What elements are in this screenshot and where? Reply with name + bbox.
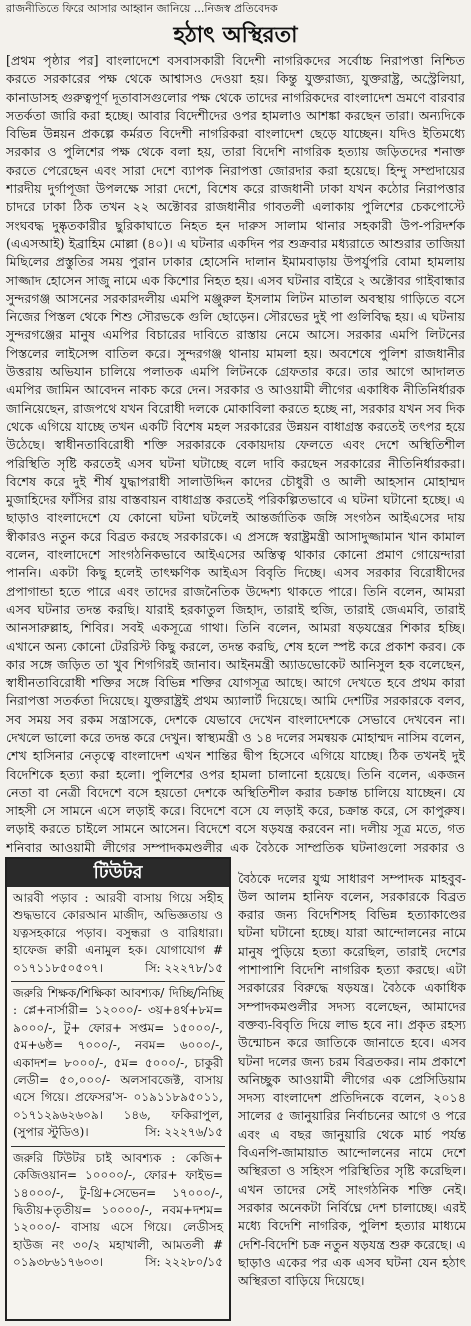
tutor-classifieds [5,857,231,1321]
article-continuation-text: বৈঠকে দলের যুগ্ম সাধারণ সম্পাদক মাহবুব-উল আলম হানিফ বলেন, সরকারকে বিব্রত করার জন্য বিদেশিসহ বিভিন্ন হত্যাকাণ্ডের ঘটনা ঘটানো হচ্ছে। যারা আন্দোলনের নামে মানুষ পুড়িয়ে হত্যা করেছিল, তারাই দেশের পাশাপাশি বিদেশি নাগরিক হত্যা করছে। এটা সরকারের বিরুদ্ধে ষড়যন্ত্র। বৈঠকে একাধিক সম্পাদকমণ্ডলীর সদস্য বলেছেন, আমাদের বক্তব্য-বিবৃতি দিয়ে লাভ হবে না। প্রকৃত রহস্য উন্মোচন করে জাতিকে জানাতে হবে। এসব ঘটনা দলের জন্য চরম বিব্রতকর। নাম প্রকাশে অনিচ্ছুক আওয়ামী লীগের এক প্রেসিডিয়াম সদস্য বাংলাদেশ প্রতিদিনকে বলেন, ২০১৪ সালের ৫ জানুয়ারির নির্বাচনের আগে ও পরে এবং এ বছর জানুয়ারি থেকে মার্চ পর্যন্ত বিএনপি-জামায়াত আন্দোলনের নামে দেশে অস্থিরতা ও সহিংস পরিস্থিতির সৃষ্টি করেছিল। এখন তাদের সেই সাংগঠনিক শক্তি নেই। সরকার অনেকটা নির্বিঘ্নে দেশ চালাচ্ছে। এরই মধ্যে বিদেশি নাগরিক, পুলিশ হত্যার মাধ্যমে দেশি-বিদেশি চক্র নতুন ষড়যন্ত্র শুরু করেছে। এ ছাড়াও একের পর এক এসব ঘটনা যেন হঠাৎ অস্থিরতা বাড়িয়ে দিয়েছে। [238,870,466,1289]
ad-code: সি: ২২২৭৬/১৫ [145,1125,223,1140]
ad-code: সি: ২২২৭৮/১৫ [145,960,223,975]
ad-text: আরবী পড়াব : আরবী বাসায় গিয়ে সহীহ শুদ্ধভাবে কোরআন মাজীদ, অভিজ্ঞতায় ও যত্নসহকারে পড়াব। বসুন্ধরা ও বারিধারা। হাফেজ ক্বারী এনামুল হক। যোগাযোগ # ০১৭১১৮৫০৫০৭। [13,891,223,975]
top-header-strip: রাজনীতিতে ফিরে আসার আহ্বান জানিয়ে ...নিজস্ব প্রতিবেদক [6,2,278,15]
tutor-section-title: টিউটর [7,859,229,887]
article-headline: হঠাৎ অস্থিরতা [173,22,298,48]
classified-ad [7,887,229,981]
ad-code: সি: ২২২৮০/১৫ [145,1255,223,1270]
continuation-marker: [প্রথম পৃষ্ঠার পর] [6,53,99,68]
ad-text: জরুরি টিউটর চাই আবশ্যক : কেজি+ কেজিওয়ান= ১০০০০/-, ফোর+ ফাইভ= ১৪০০০/-, টু-থ্রি+সেভেন= ১৭০০০/-, দ্বিতীয়+তৃতীয়= ১০০০০/-, নবম+দশম= ১২০০০/- বাসায় এসে গিয়ে। লেডীসহ হাউজ নং ৩০/২ মহাখালী, আমতলী # ০১৯৩৮৬১৭৬০৩। [13,1150,223,1270]
ad-text: জরুরি শিক্ষক/শিক্ষিকা আবশ্যক/ দিচ্ছি/নিচ্ছি : প্লে+নার্সারী= ১২০০০/- ৩য়+৪র্থ+৮ম= ৯০০০/-, টু+ ফোর+ সপ্তম= ১৫০০০/-, ৫ম+৬ষ্ঠ= ৭০০০/-, নবম= ৬০০০/-, একাদশ= ৮০০০/-, ৫ম= ৫০০০/-, চাকুরী লেডী= ৫০,০০০/- অলসাবজেক্ট, বাসায় এসে গিয়ে। প্রফেসর'স- ০১৯১১৮৯৫০১১, ০১৭১২৯৬২৬০৯। ১৪৬, ফকিরাপুল, (সুপার স্টুডিও)। [13,986,223,1140]
article-text: বাংলাদেশে বসবাসকারী বিদেশী নাগরিকদের সর্বোচ্চ নিরাপত্তা নিশ্চিত করতে সরকারের পক্ষ থেকে আশ্বাসও দেওয়া হয়। কিন্তু যুক্তরাজ্য, যুক্তরাষ্ট্র, অস্ট্রেলিয়া, কানাডাসহ গুরুত্বপূর্ণ দূতাবাসগুলোর পক্ষ থেকে তাদের নাগরিকদের বাংলাদেশ ভ্রমণে বারবার সতর্কতা জারি করা হচ্ছে। আবার বিদেশীদের ওপর হামলাও আশঙ্কা করছেন তারা। অন্যদিকে বিভিন্ন উন্নয়ন প্রকল্পে কর্মরত বিদেশী নাগরিকরা বাংলাদেশ ছেড়ে যাচ্ছেন। যদিও ইতিমধ্যে সরকার ও পুলিশের পক্ষ থেকে বলা হয়, তারা বিদেশি নাগরিক হত্যায় জড়িতদের শনাক্ত করতে পেরেছেন এবং সারা দেশে ব্যাপক নিরাপত্তা জোরদার করা হয়েছে। হিন্দু সম্প্রদায়ের শারদীয় দুর্গাপূজা উপলক্ষে সারা দেশে, বিশেষ করে রাজধানী ঢাকা যখন কঠোর নিরাপত্তার চাদরে ঢাকা ঠিক তখন ২২ অক্টোবর রাজধানীর গাবতলী এলাকায় পুলিশের চেকপোস্টে সংঘবদ্ধ দুষ্কৃতকারীর ছুরিকাঘাতে নিহত হন দারুস সালাম থানার সহকারী উপ-পরিদর্শক (এএসআই) ইব্রাহিম মোল্লা (৪০)। এ ঘটনার একদিন পর শুক্রবার মধ্যরাতে আশুরার তাজিয়া মিছিলের প্রস্তুতির সময় পুরান ঢাকার হোসেনি দালান ইমামবাড়ায় উপর্যুপরি বোমা হামলায় সাজ্জাদ হোসেন সাজু নামে এক কিশোর নিহত হয়। এসব ঘটনার বাইরে ২ অক্টোবর গাইবান্ধার সুন্দরগঞ্জ আসনের সরকারদলীয় এমপি মঞ্জুরুল ইসলাম লিটন মাতাল অবস্থায় গাড়িতে বসে নিজের পিস্তল থেকে শিশু সৌরভকে গুলি ছোড়েন। সৌরভের দুই পা গুলিবিদ্ধ হয়। এ ঘটনায় সুন্দরগঞ্জের মানুষ এমপির বিচারের দাবিতে রাস্তায় নেমে আসে। সরকার এমপি লিটনের পিস্তলের লাইসেন্স বাতিল করে। সুন্দরগঞ্জ থানায় মামলা হয়। অবশেষে পুলিশ রাজধানীর উত্তরায় অভিযান চালিয়ে পলাতক এমপি লিটনকে গ্রেফতার করে। তার আগে আদালত এমপির জামিন আবেদন নাকচ করে দেন। সরকার ও আওয়ামী লীগের একাধিক নীতিনির্ধারক জানিয়েছেন, রাজপথে যখন বিরোধী দলকে মোকাবিলা করতে হচ্ছে না, সরকার যখন সব দিক থেকে এগিয়ে যাচ্ছে তখন একটি বিশেষ মহল সরকারের উন্নয়ন বাধাগ্রস্ত করতেই তৎপর হয়ে উঠেছে। স্বাধীনতাবিরোধী শক্তি সরকারকে বেকায়দায় ফেলতে এবং দেশে অস্থিতিশীল পরিস্থিতি সৃষ্টি করতেই এসব ঘটনা ঘটাচ্ছে বলে দাবি করছেন সরকারের নীতিনির্ধারকরা। বিশেষ করে দুই শীর্ষ যুদ্ধাপরাধী সালাউদ্দিন কাদের চৌধুরী ও আলী আহসান মোহাম্মদ মুজাহিদের ফাঁসির রায় বাস্তবায়ন বাধাগ্রস্ত করতেই পরিকল্পিতভাবে এ ঘটনা ঘটানো হচ্ছে। এ ছাড়াও বাংলাদেশে যে কোনো ঘটনা ঘটলেই আন্তর্জাতিক জঙ্গি সংগঠন আইএসের দায় স্বীকারও নতুন করে বিব্রত করছে সরকারকে। এ প্রসঙ্গে স্বরাষ্ট্রমন্ত্রী আসাদুজ্জামান খান কামাল বলেন, বাংলাদেশে সাংগঠনিকভাবে আইএসের অস্তিত্ব থাকার কোনো প্রমাণ গোয়েন্দারা পাননি। একটা কিছু হলেই তাৎক্ষণিক আইএস বিবৃতি দিচ্ছে। এসব সরকার বিরোধীদের প্রপাগান্ডা হতে পারে এবং তাদের রাজনৈতিক উদ্দেশ্য থাকতে পারে। তিনি বলেন, আমরা এসব ঘটনার তদন্ত করছি। যারাই হরকাতুল জিহাদ, তারাই হুজি, তারাই জেএমবি, তারাই আনসারুল্লাহ, শিবির। সবই একসূত্রে গাথা। তিনি বলেন, আমরা ষড়যন্ত্রের শিকার হচ্ছি। এখানে অন্য কোনো টেররিস্ট কিছু করলে, তদন্ত করছি, শেষ হলে স্পষ্ট করে প্রকাশ করব। কে কার সঙ্গে জড়িত তা খুব শিগগিরই জানাব। আইনমন্ত্রী অ্যাডভোকেট আনিসুল হক বলেছেন, স্বাধীনতাবিরোধী শক্তির সঙ্গে বিভিন্ন শক্তির যোগসূত্র আছে। আগে দেখতে হবে প্রথম কারা নিরাপত্তা সতর্কতা দিয়েছে। যুক্তরাষ্ট্রই প্রথম অ্যালার্ট দিয়েছে। আমি দেশটির সরকারকে বলব, সব সময় সব রকম সন্ত্রাসকে, দেশকে যেভাবে দেখেন বাংলাদেশকে সেভাবে দেখবেন না। দেখলে ভালো করে তদন্ত করে দেখুন। স্বাস্থ্যমন্ত্রী ও ১৪ দলের সমন্বয়ক মোহাম্মদ নাসিম বলেন, শেখ হাসিনার নেতৃত্বে বাংলাদেশ এখন শান্তির দ্বীপ হিসেবে এগিয়ে যাচ্ছে। ঠিক তখনই দুই বিদেশিকে হত্যা করা হলো। পুলিশের ওপর হামলা চালানো হয়েছে। তিনি বলেন, একজন নেতা বা নেত্রী বিদেশে বসে হয়তো দেশকে অস্থিতিশীল করার চক্রান্ত চালিয়ে যাচ্ছেন। যে সাহসী সে সামনে এসে লড়াই করে। বিদেশে বসে যে লড়াই করে, চক্রান্ত করে, সে কাপুরুষ। লড়াই করতে চাইলে সামনে আসেন। বিদেশে বসে ষড়যন্ত্র করবেন না। দলীয় সূত্র মতে, গত শনিবার আওয়ামী লীগের সম্পাদকমণ্ডলীর এক বৈঠকে সাম্প্রতিক ঘটনাগুলো সরকার ও [6,53,465,855]
article-body [6,52,465,855]
article-paragraph [6,52,465,855]
article-continuation-column [238,857,466,1321]
classified-ad [7,1147,229,1276]
classified-ad [7,982,229,1146]
